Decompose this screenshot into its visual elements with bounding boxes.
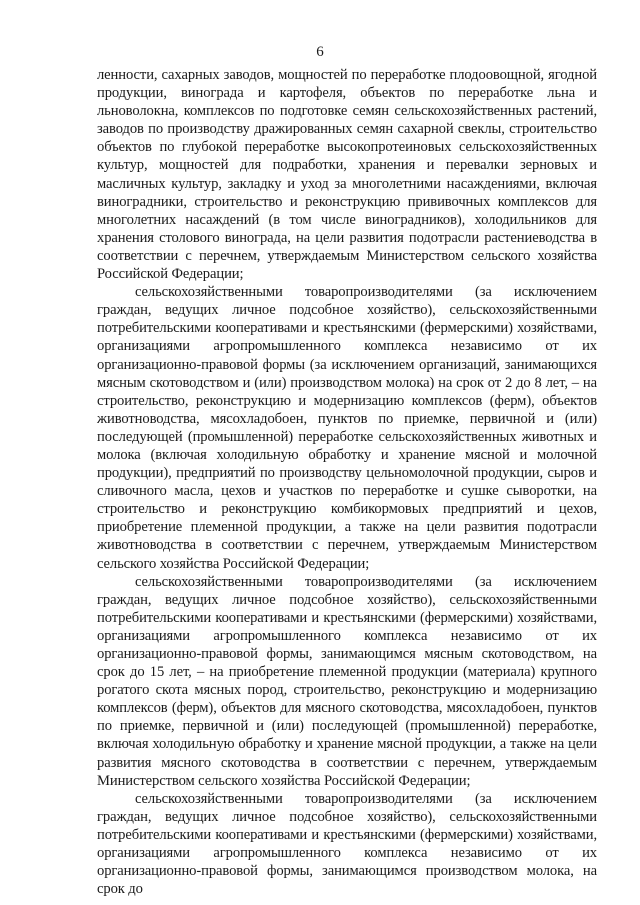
paragraph-continuation: ленности, сахарных заводов, мощностей по переработке плодоовощной, ягодной продукции, винограда и картофеля, объектов по переработке льна и льноволокна, комплексов по подготовке семян сельскохозяйственных растений, заводов по производству дражированных семян сахарной свеклы, строительство объектов по глубокой переработке высокопротеиновых сельскохозяйственных культур, мощностей для подработки, хранения и перевалки зерновых и масличных культур, закладку и уход за многолетними насаждениями, включая виноградники, строительство и реконструкцию прививочных комплексов для многолетних насаждений (в том числе виноградников), холодильников для хранения столового винограда, на цели развития подотрасли растениеводства в соответствии с перечнем, утверждаемым Министерством сельского хозяйства Российской Федерации; [97,67,597,283]
paragraph-beef-cattle: сельскохозяйственными товаропроизводителями (за исключением граждан, ведущих личное подсобное хозяйство), сельскохозяйственными потребительскими кооперативами и крестьянскими (фермерскими) хозяйствами, организациями агропромышленного комплекса независимо от их организационно-правовой формы, занимающимся мясным скотоводством, на срок до 15 лет, – на приобретение племенной продукции (материала) крупного рогатого скота мясных пород, строительство, реконструкцию и модернизацию комплексов (ферм), объектов для мясного скотоводства, мясохладобоен, пунктов по приемке, первичной и (или) последующей (промышленной) переработке, включая холодильную обработку и хранение мясной продукции, а также на цели развития мясного скотоводства в соответствии с перечнем, утверждаемым Министерством сельского хозяйства Российской Федерации; [97,573,597,789]
paragraph-livestock: сельскохозяйственными товаропроизводителями (за исключением граждан, ведущих личное подсобное хозяйство), сельскохозяйственными потребительскими кооперативами и крестьянскими (фермерскими) хозяйствами, организациями агропромышленного комплекса независимо от их организационно-правовой формы (за исключением организаций, занимающихся мясным скотоводством и (или) производством молока) на срок от 2 до 8 лет, – на строительство, реконструкцию и модернизацию комплексов (ферм), объектов животноводства, мясохладобоен, пунктов по приемке, первичной и (или) последующей (промышленной) переработке сельскохозяйственных животных и молока (включая холодильную обработку и хранение мясной и молочной продукции), предприятий по производству цельномолочной продукции, сыров и сливочного масла, цехов и участков по переработке и сушке сыворотки, на строительство и реконструкцию комбикормовых предприятий и цехов, приобретение племенной продукции, а также на цели развития подотрасли животноводства в соответствии с перечнем, утверждаемым Министерством сельского хозяйства Российской Федерации; [97,284,597,572]
page-number: 6 [316,44,324,60]
document-body [97,66,597,898]
paragraph-dairy: сельскохозяйственными товаропроизводителями (за исключением граждан, ведущих личное подсобное хозяйство), сельскохозяйственными потребительскими кооперативами и крестьянскими (фермерскими) хозяйствами, организациями агропромышленного комплекса независимо от их организационно-правовой формы, занимающимся производством молока, на срок до [97,790,597,898]
